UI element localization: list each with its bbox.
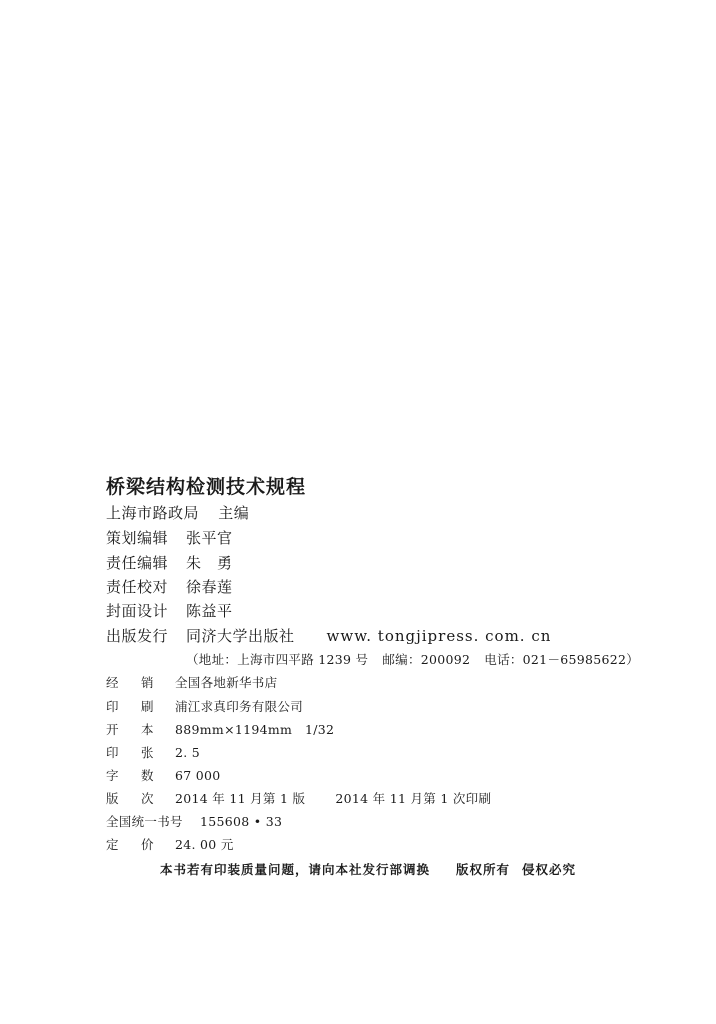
printer-label-1: 印 xyxy=(106,699,119,714)
cover-designer-label: 封面设计 xyxy=(106,602,169,620)
planning-editor-value: 张平官 xyxy=(186,529,233,547)
proofreader-label: 责任校对 xyxy=(106,578,169,596)
price-label-2: 价 xyxy=(141,837,154,852)
cover-designer-row xyxy=(106,600,233,621)
responsible-editor-row xyxy=(106,552,233,573)
word-count-value: 67 000 xyxy=(175,768,221,783)
responsible-editor-label: 责任编辑 xyxy=(106,554,169,572)
price-value: 24. 00 元 xyxy=(175,837,234,852)
publisher-address-line xyxy=(186,650,639,668)
proofreader-row xyxy=(106,576,233,597)
sheets-value: 2. 5 xyxy=(175,745,201,760)
distributor-label-2: 销 xyxy=(141,675,154,690)
price-label-1: 定 xyxy=(106,837,119,852)
printer-label-2: 刷 xyxy=(141,699,154,714)
printer-row xyxy=(106,697,303,715)
planning-editor-label: 策划编辑 xyxy=(106,529,169,547)
edition-row xyxy=(106,789,491,807)
distributor-label-1: 经 xyxy=(106,675,119,690)
format-row xyxy=(106,720,334,738)
piracy-text: 侵权必究 xyxy=(522,862,577,877)
responsible-editor-value: 朱 勇 xyxy=(186,554,233,572)
isbn-row xyxy=(106,812,282,830)
format-label-1: 开 xyxy=(106,722,119,737)
isbn-label: 全国统一书号 xyxy=(106,814,183,829)
distributor-value: 全国各地新华书店 xyxy=(175,675,278,690)
proofreader-value: 徐春莲 xyxy=(186,578,233,596)
copyright-text: 版权所有 xyxy=(456,862,511,877)
cover-designer-value: 陈益平 xyxy=(186,602,233,620)
format-value: 889mm×1194mm 1/32 xyxy=(175,722,335,737)
planning-editor-row xyxy=(106,527,233,548)
publisher-name: 同济大学出版社 xyxy=(186,627,295,645)
edition-value: 2014 年 11 月第 1 版 xyxy=(175,791,306,806)
word-count-label-1: 字 xyxy=(106,768,119,783)
edition-label-1: 版 xyxy=(106,791,119,806)
book-title: 桥梁结构检测技术规程 xyxy=(106,476,307,498)
sheets-label-1: 印 xyxy=(106,745,119,760)
publisher-label: 出版发行 xyxy=(106,627,169,645)
publisher-phone: 电话：021－65985622） xyxy=(484,652,640,667)
format-label-2: 本 xyxy=(141,722,154,737)
editor-name: 上海市路政局 xyxy=(106,504,200,522)
editor-row xyxy=(106,502,249,523)
publisher-postcode: 邮编：200092 xyxy=(382,652,471,667)
distributor-row xyxy=(106,673,277,691)
price-row xyxy=(106,835,234,853)
publisher-row xyxy=(106,625,551,646)
word-count-label-2: 数 xyxy=(141,768,154,783)
printer-value: 浦江求真印务有限公司 xyxy=(175,699,304,714)
sheets-row xyxy=(106,743,200,761)
isbn-value: 155608 • 33 xyxy=(200,814,283,829)
edition-label-2: 次 xyxy=(141,791,154,806)
notice-line xyxy=(160,860,576,878)
editor-role: 主编 xyxy=(218,504,250,522)
printing-value: 2014 年 11 月第 1 次印刷 xyxy=(335,791,492,806)
publisher-address: （地址：上海市四平路 1239 号 xyxy=(186,652,369,667)
notice-text: 本书若有印装质量问题，请向本社发行部调换 xyxy=(160,862,431,877)
word-count-row xyxy=(106,766,221,784)
publisher-website: www. tongjipress. com. cn xyxy=(326,627,552,645)
sheets-label-2: 张 xyxy=(141,745,154,760)
